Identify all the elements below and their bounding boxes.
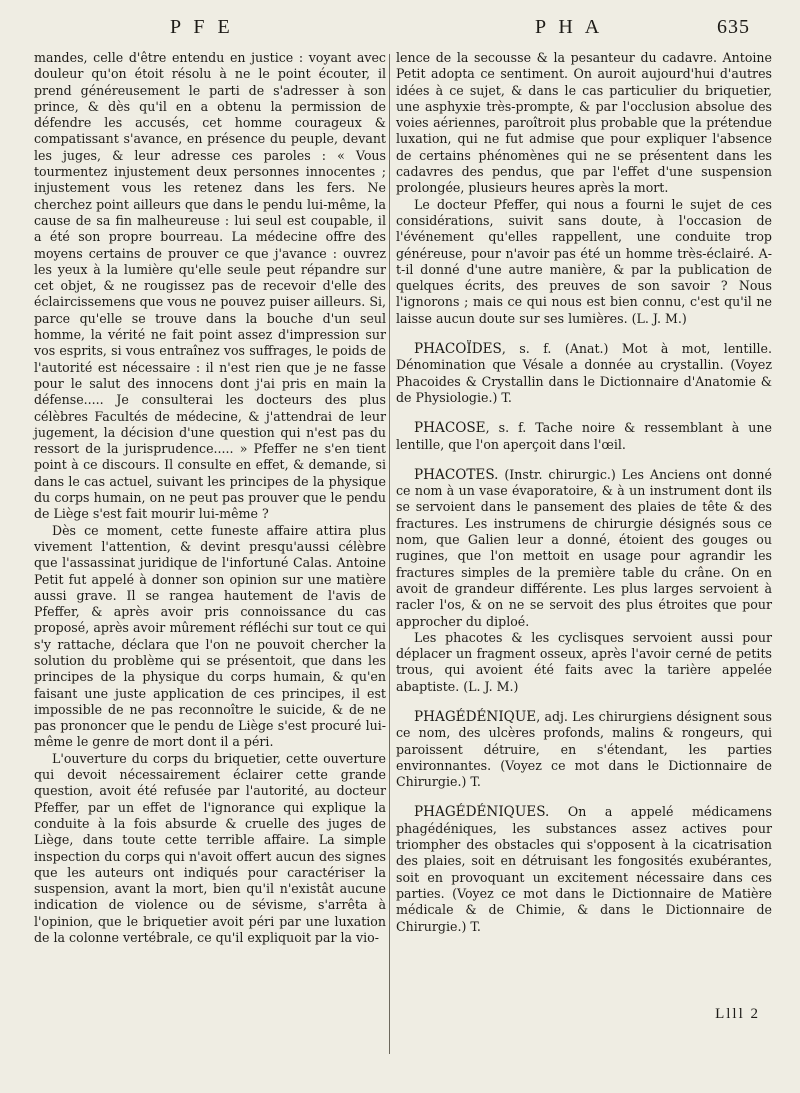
entry-headword: PHAGÉDÉNIQUE bbox=[414, 708, 537, 725]
entry-headword: PHACOSE bbox=[414, 420, 486, 437]
entry-body: , adj. Les chirurgiens désignent sous ce nom, des ulcères profonds, malins & rongeurs, qui paroissent détruire, en s'étendant, les parties environnantes. (Voyez ce mot dans le Dictionnaire de Chirurgie.) T. bbox=[396, 708, 772, 790]
entry-body: , s. f. Tache noire & ressemblant à une lentille, que l'on aperçoit dans l'œil. bbox=[396, 420, 772, 452]
entry-headword: PHACOÏDES bbox=[414, 341, 502, 358]
paragraph: Le docteur Pfeffer, qui nous a fourni le sujet de ces considérations, suivit sans doute, à l'occasion de l'événement qu'elles rappellent, une conduite trop généreuse, pour n'avoir pas été un homme très-éclairé. A-t-il donné d'une autre manière, & par la publication de quelques écrits, des preuves de son savoir ? Nous l'ignorons ; mais ce qui nous est bien connu, c'est qu'il ne laisse aucun doute sur ses lumières. (L. J. M.) bbox=[396, 196, 772, 326]
entry-phagedeniques bbox=[396, 804, 772, 934]
left-column bbox=[34, 50, 386, 946]
paragraph: Les phacotes & les cyclisques servoient aussi pour déplacer un fragment osseux, après l'avoir cerné de petits trous, qui avoient été faits avec la tarière appelée abaptiste. (L. J. M.) bbox=[396, 629, 772, 694]
signature-mark: Llll 2 bbox=[715, 1006, 760, 1022]
entry-phagedenique bbox=[396, 709, 772, 790]
entry-phacose bbox=[396, 420, 772, 453]
right-column bbox=[396, 50, 772, 935]
entry-body: (Instr. chirurgic.) Les Anciens ont donné ce nom à un vase évaporatoire, & à un instrument dont ils se servoient dans le pansement des plaies de tête & des fractures. Les instrumens de chirurgie désignés sous ce nom, que Galien leur a donné, étoient des gouges ou rugines, que l'on mettoit en usage pour agrandir les fractures simples de la première table du crâne. On en avoit de grandeur différente. Les plus larges servoient à racler l'os, & on ne se servoit des plus étroites que pour approcher du diploé. bbox=[396, 466, 772, 629]
entry-phacoides bbox=[396, 341, 772, 406]
paragraph: Dès ce moment, cette funeste affaire attira plus vivement l'attention, & devint presqu'aussi célèbre que l'assassinat juridique de l'infortuné Calas. Antoine Petit fut appelé à donner son opinion sur une matière aussi grave. Il se rangea hautement de l'avis de Pfeffer, & après avoir pris connoissance du cas proposé, après avoir mûrement réfléchi sur tout ce qui s'y rattache, déclara que l'on ne pouvoit chercher la solution du problème qui se présentoit, que dans les principes de la physique du corps humain, & qu'en faisant une juste application de ces principes, il est impossible de ne pas reconnoître le suicide, & de ne pas prononcer que le pendu de Liège s'est procuré lui-même le genre de mort dont il a péri. bbox=[34, 522, 386, 750]
entry-phacotes bbox=[396, 467, 772, 630]
running-header bbox=[30, 16, 770, 46]
paragraph: L'ouverture du corps du briquetier, cette ouverture qui devoit nécessairement éclairer cette grande question, avoit été refusée par l'autorité, au docteur Pfeffer, par un effet de l'ignorance qui explique la conduite à la fois absurde & cruelle des juges de Liège, dans toute cette terrible affaire. La simple inspection du corps qui n'avoit offert aucun des signes que les auteurs ont indiqués pour caractériser la suspension, avant la mort, bien qu'il n'existât aucune indication de violence ou de sévisme, s'arrêta à l'opinion, que le briquetier avoit péri par une luxation de la colonne vertébrale, ce qu'il expliquoit par la vio- bbox=[34, 750, 386, 946]
entry-headword: PHACOTES. bbox=[414, 466, 499, 483]
header-left: P F E bbox=[170, 16, 234, 38]
entry-body: , s. f. (Anat.) Mot à mot, lentille. Dénomination que Vésale a donnée au crystallin. (Voyez Phacoides & Crystallin dans le Dictionnaire d'Anatomie & de Physiologie.) T. bbox=[396, 341, 772, 405]
paragraph: lence de la secousse & la pesanteur du cadavre. Antoine Petit adopta ce sentiment. On auroit aujourd'hui d'autres idées à ce sujet, & dans le cas particulier du briquetier, une asphyxie très-prompte, & par l'occlusion absolue des voies aériennes, paroîtroit plus probable que la prétendue luxation, qui ne fut admise que pour expliquer l'absence de certains phénomènes qui ne se présentent dans les cadavres des pendus, que par l'effet d'une suspension prolongée, plusieurs heures après la mort. bbox=[396, 50, 772, 196]
column-divider bbox=[389, 54, 390, 1054]
entry-headword: PHAGÉDÉNIQUES. bbox=[414, 804, 550, 821]
page-number: 635 bbox=[717, 16, 750, 38]
paragraph: mandes, celle d'être entendu en justice : voyant avec douleur qu'on étoit résolu à ne le point écouter, il prend généreusement le parti de s'adresser à son prince, & dès qu'il en a obtenu la permission de défendre les accusés, cet homme courageux & compatissant s'avance, en présence du peuple, devant les juges, & leur adresse ces paroles : « Vous tourmentez injustement deux personnes innocentes ; injustement vous les retenez dans les fers. Ne cherchez point ailleurs que dans le pendu lui-même, la cause de sa fin malheureuse : lui seul est coupable, il a été son propre bourreau. La médecine offre des moyens certains de prouver ce que j'avance : ouvrez les yeux à la lumière qu'elle seule peut répandre sur cet objet, & ne rougissez pas de recevoir d'elle des éclaircissemens que vous ne pouvez puiser ailleurs. Si, parce qu'elle se trouve dans la bouche d'un seul homme, la vérité ne fait point assez d'impression sur vos esprits, si vous entraînez vos suffrages, le poids de l'autorité est nécessaire : il n'est rien que je ne fasse pour le salut des innocens dont j'ai pris en main la défense..... Je consulterai les docteurs des plus célèbres Facultés de médecine, & j'attendrai de leur jugement, la décision d'une question qui n'est pas du ressort de la jurisprudence..... » Pfeffer ne s'en tient point à ce discours. Il consulte en effet, & demande, si dans le cas actuel, suivant les principes de la physique du corps humain, on ne peut pas prouver que le pendu de Liège s'est fait mourir lui-même ? bbox=[34, 50, 386, 522]
entry-body: On a appelé médicamens phagédéniques, les substances assez actives pour triompher des obstacles qui s'opposent à la cicatrisation des plaies, soit en détruisant les fongosités exubérantes, soit en provoquant un excitement nécessaire dans ces parties. (Voyez ce mot dans le Dictionnaire de Matière médicale & de Chimie, & dans le Dictionnaire de Chirurgie.) T. bbox=[396, 804, 772, 934]
header-right: P H A bbox=[535, 16, 604, 38]
